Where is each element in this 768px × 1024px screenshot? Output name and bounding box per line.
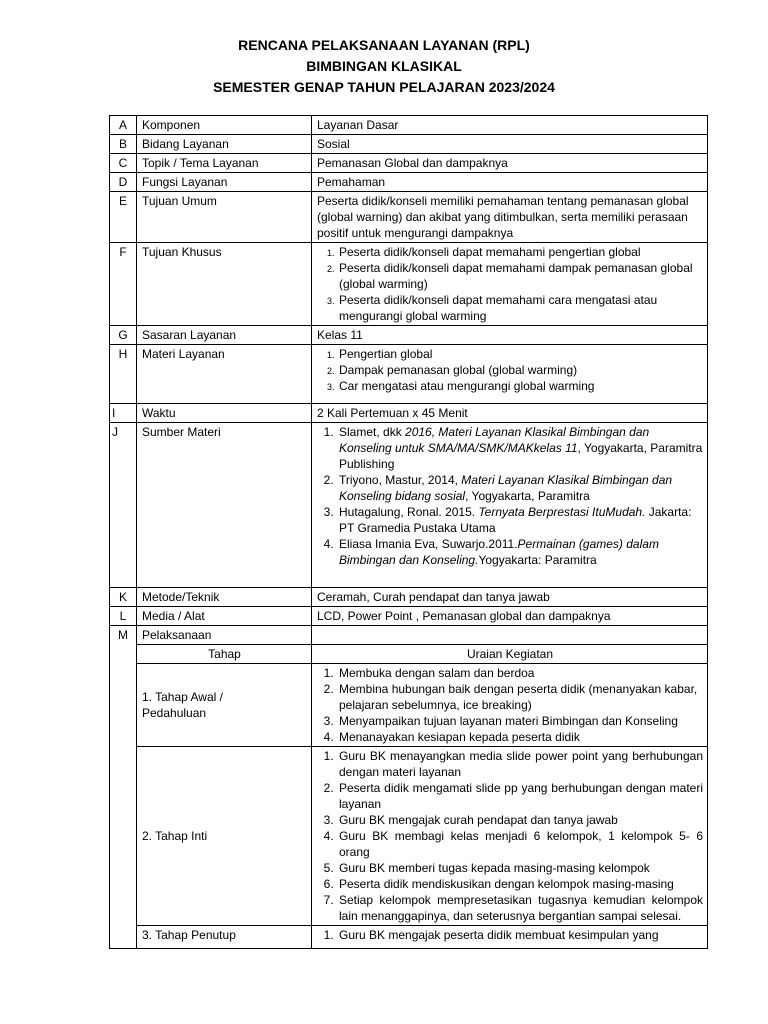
list-item: 6. Peserta didik mendiskusikan dengan kelompok masing-masing — [337, 876, 703, 892]
row-topik — [110, 154, 708, 173]
uraian-cell — [312, 664, 708, 747]
inti-list — [317, 748, 703, 924]
tahap-inti-row — [110, 747, 708, 926]
list-item: 3. Car mengatasi atau mengurangi global warming — [337, 378, 703, 394]
doc-title-line-3: SEMESTER GENAP TAHUN PELAJARAN 2023/2024 — [213, 79, 555, 95]
list-item: 2. Dampak pemanasan global (global warming) — [337, 362, 703, 378]
ref-title: Materi Layanan Klasikal Bimbingan dan Konseling bidang sosial — [339, 473, 673, 503]
row-value: Ceramah, Curah pendapat dan tanya jawab — [312, 588, 708, 607]
list-item: 2. Peserta didik/konseli dapat memahami dampak pemanasan global (global warming) — [337, 260, 703, 292]
tahap-label: 1. Tahap Awal / Pedahuluan — [137, 664, 312, 747]
row-label: Fungsi Layanan — [137, 173, 312, 192]
row-label: Sasaran Layanan — [137, 326, 312, 345]
row-value: Peserta didik/konseli memiliki pemahaman tentang pemanasan global (global warning) dan akibat yang ditimbulkan, serta memiliki perasaan positif untuk mengurangi dampaknya — [312, 192, 708, 243]
row-code: J — [110, 423, 137, 588]
tahap-penutup-row — [110, 926, 708, 949]
list-item: 1. Guru BK mengajak peserta didik membuat kesimpulan yang — [337, 927, 703, 943]
row-bidang-layanan — [110, 135, 708, 154]
pelaksanaan-header — [110, 645, 708, 664]
row-code: K — [110, 588, 137, 607]
row-value — [312, 423, 708, 588]
row-label: Pelaksanaan — [137, 626, 312, 645]
list-item: 4. Guru BK membagi kelas menjadi 6 kelompok, 1 kelompok 5- 6 orang — [337, 828, 703, 860]
row-label: Bidang Layanan — [137, 135, 312, 154]
row-label: Waktu — [137, 404, 312, 423]
list-item: 2. Peserta didik mengamati slide pp yang berhubungan dengan materi layanan — [337, 780, 703, 812]
row-label: Sumber Materi — [137, 423, 312, 588]
ref-text: Slamet, dkk — [339, 425, 406, 439]
penutup-list — [317, 927, 703, 943]
row-value — [312, 243, 708, 326]
row-value: Kelas 11 — [312, 326, 708, 345]
row-pelaksanaan — [110, 626, 708, 645]
list-item — [337, 504, 703, 536]
list-item: 3. Peserta didik/konseli dapat memahami cara mengatasi atau mengurangi global warming — [337, 292, 703, 324]
ref-text: Eliasa Imania Eva, Suwarjo.2011. — [339, 537, 518, 551]
row-code: L — [110, 607, 137, 626]
row-label: Media / Alat — [137, 607, 312, 626]
list-item — [337, 536, 703, 568]
row-label: Metode/Teknik — [137, 588, 312, 607]
list-item: 1. Membuka dengan salam dan berdoa — [337, 665, 703, 681]
col-header-uraian: Uraian Kegiatan — [312, 645, 708, 664]
list-item — [337, 472, 703, 504]
list-item: 2. Membina hubungan baik dengan peserta didik (menanyakan kabar, pelajaran sebelumnya, ice breaking) — [337, 681, 703, 713]
row-label: Tujuan Umum — [137, 192, 312, 243]
row-value: Pemahaman — [312, 173, 708, 192]
ref-text: , Yogyakarta, Paramitra Publishing — [339, 441, 703, 471]
list-item: 3. Menyampaikan tujuan layanan materi Bimbingan dan Konseling — [337, 713, 703, 729]
doc-title-line-2: BIMBINGAN KLASIKAL — [306, 58, 462, 74]
list-item: 3. Guru BK mengajak curah pendapat dan tanya jawab — [337, 812, 703, 828]
list-item: 7. Setiap kelompok mempresetasikan tugasnya kemudian kelompok lain menanggapinya, dan seterusnya bergantian sampai selesai. — [337, 892, 703, 924]
row-value — [312, 626, 708, 645]
ref-text: Yogyakarta: Paramitra — [478, 553, 597, 567]
row-value: Sosial — [312, 135, 708, 154]
row-value — [312, 345, 708, 404]
row-sumber-materi — [110, 423, 708, 588]
rpl-table — [109, 115, 708, 949]
row-code: F — [110, 243, 137, 326]
list-item: 1. Peserta didik/konseli dapat memahami pengertian global — [337, 244, 703, 260]
row-code: D — [110, 173, 137, 192]
ref-title: Permainan (games) dalam Bimbingan dan Konseling. — [339, 537, 659, 567]
ref-text: Jakarta: PT Gramedia Pustaka Utama — [339, 505, 692, 535]
row-label: Materi Layanan — [137, 345, 312, 404]
list-item: 1. Guru BK menayangkan media slide power point yang berhubungan dengan materi layanan — [337, 748, 703, 780]
row-waktu — [110, 404, 708, 423]
sumber-list — [317, 424, 703, 568]
row-label: Komponen — [137, 116, 312, 135]
ref-title: Ternyata Berprestasi ItuMudah. — [478, 505, 646, 519]
awal-list — [317, 665, 703, 745]
tahap-awal-row — [110, 664, 708, 747]
row-code: A — [110, 116, 137, 135]
row-value: 2 Kali Pertemuan x 45 Menit — [312, 404, 708, 423]
tujuan-khusus-list — [317, 244, 703, 324]
row-tujuan-umum — [110, 192, 708, 243]
row-value: LCD, Power Point , Pemanasan global dan dampaknya — [312, 607, 708, 626]
tahap-label: 3. Tahap Penutup — [137, 926, 312, 949]
row-metode — [110, 588, 708, 607]
row-value: Layanan Dasar — [312, 116, 708, 135]
ref-text: , Yogyakarta, Paramitra — [465, 489, 590, 503]
row-komponen — [110, 116, 708, 135]
list-item: 5. Guru BK memberi tugas kepada masing-masing kelompok — [337, 860, 703, 876]
list-item — [337, 424, 703, 472]
materi-list — [317, 346, 703, 394]
row-media — [110, 607, 708, 626]
row-label: Tujuan Khusus — [137, 243, 312, 326]
row-fungsi — [110, 173, 708, 192]
ref-text: Triyono, Mastur, 2014, — [339, 473, 462, 487]
ref-title: 2016, Materi Layanan Klasikal Bimbingan dan Konseling untuk SMA/MA/SMK/MAKkelas 11 — [339, 425, 650, 455]
col-header-tahap: Tahap — [137, 645, 312, 664]
list-item: 4. Menanayakan kesiapan kepada peserta didik — [337, 729, 703, 745]
row-code: B — [110, 135, 137, 154]
row-label: Topik / Tema Layanan — [137, 154, 312, 173]
row-value: Pemanasan Global dan dampaknya — [312, 154, 708, 173]
row-code: E — [110, 192, 137, 243]
doc-title-line-1: RENCANA PELAKSANAAN LAYANAN (RPL) — [238, 37, 530, 53]
tahap-label: 2. Tahap Inti — [137, 747, 312, 926]
row-code: H — [110, 345, 137, 404]
list-item: 1. Pengertian global — [337, 346, 703, 362]
row-code: G — [110, 326, 137, 345]
uraian-cell — [312, 747, 708, 926]
row-materi — [110, 345, 708, 404]
uraian-cell — [312, 926, 708, 949]
row-sasaran — [110, 326, 708, 345]
ref-text: Hutagalung, Ronal. 2015. — [339, 505, 479, 519]
row-code: I — [110, 404, 137, 423]
row-tujuan-khusus — [110, 243, 708, 326]
row-code: M — [110, 626, 137, 949]
row-code: C — [110, 154, 137, 173]
